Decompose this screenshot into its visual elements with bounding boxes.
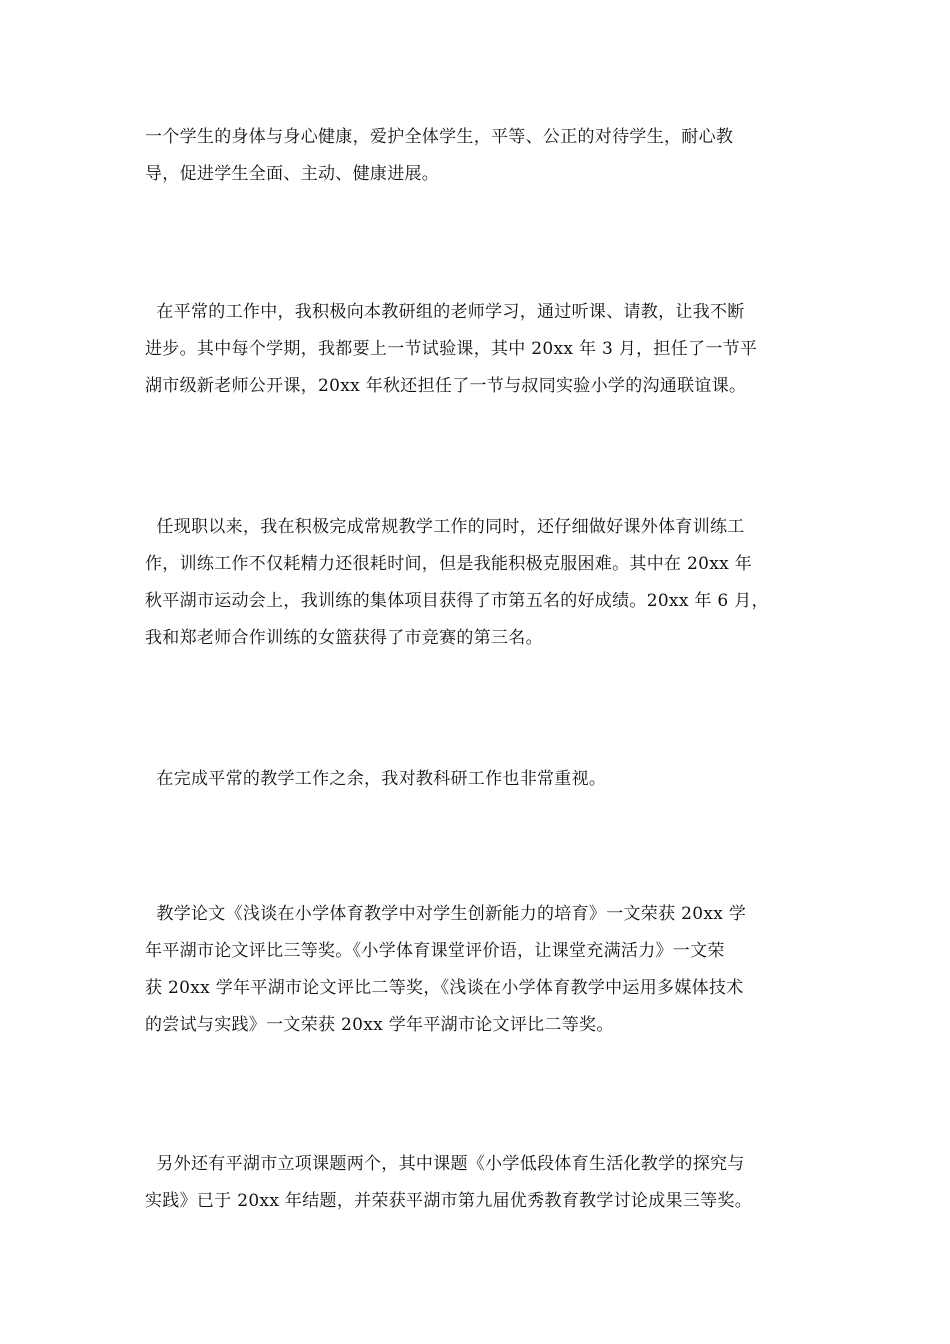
text-line: 实践》已于 20xx 年结题，并荣获平湖市第九届优秀教育教学讨论成果三等奖。 xyxy=(145,1191,753,1211)
text-line: 进步。其中每个学期，我都要上一节试验课，其中 20xx 年 3 月，担任了一节平 xyxy=(145,339,758,359)
text-line: 在完成平常的教学工作之余，我对教科研工作也非常重视。 xyxy=(145,769,607,789)
text-line: 年平湖市论文评比三等奖。《小学体育课堂评价语，让课堂充满活力》一文荣 xyxy=(145,941,725,961)
text-line: 任现职以来，我在积极完成常规教学工作的同时，还仔细做好课外体育训练工 xyxy=(145,517,745,537)
paragraph-research-projects xyxy=(145,1146,810,1220)
paragraph-research-focus xyxy=(145,761,810,798)
paragraph-sports-training xyxy=(145,509,810,657)
text-line: 获 20xx 学年平湖市论文评比二等奖，《浅谈在小学体育教学中运用多媒体技术 xyxy=(145,978,744,998)
text-line: 在平常的工作中，我积极向本教研组的老师学习，通过听课、请教，让我不断 xyxy=(145,302,745,322)
text-line: 秋平湖市运动会上，我训练的集体项目获得了市第五名的好成绩。20xx 年 6 月， xyxy=(145,591,769,611)
text-line: 湖市级新老师公开课，20xx 年秋还担任了一节与叔同实验小学的沟通联谊课。 xyxy=(145,376,747,396)
paragraph-health-care xyxy=(145,119,810,193)
text-line: 教学论文《浅谈在小学体育教学中对学生创新能力的培育》一文荣获 20xx 学 xyxy=(145,904,747,924)
paragraph-papers-awards xyxy=(145,896,810,1044)
text-line: 我和郑老师合作训练的女篮获得了市竞赛的第三名。 xyxy=(145,628,543,648)
text-line: 的尝试与实践》一文荣获 20xx 学年平湖市论文评比二等奖。 xyxy=(145,1015,614,1035)
paragraph-learning-progress xyxy=(145,294,810,405)
text-line: 作，训练工作不仅耗精力还很耗时间，但是我能积极克服困难。其中在 20xx 年 xyxy=(145,554,753,574)
text-line: 另外还有平湖市立项课题两个，其中课题《小学低段体育生活化教学的探究与 xyxy=(145,1154,745,1174)
text-line: 导，促进学生全面、主动、健康进展。 xyxy=(145,164,440,184)
text-line: 一个学生的身体与身心健康，爱护全体学生，平等、公正的对待学生，耐心教 xyxy=(145,127,734,147)
